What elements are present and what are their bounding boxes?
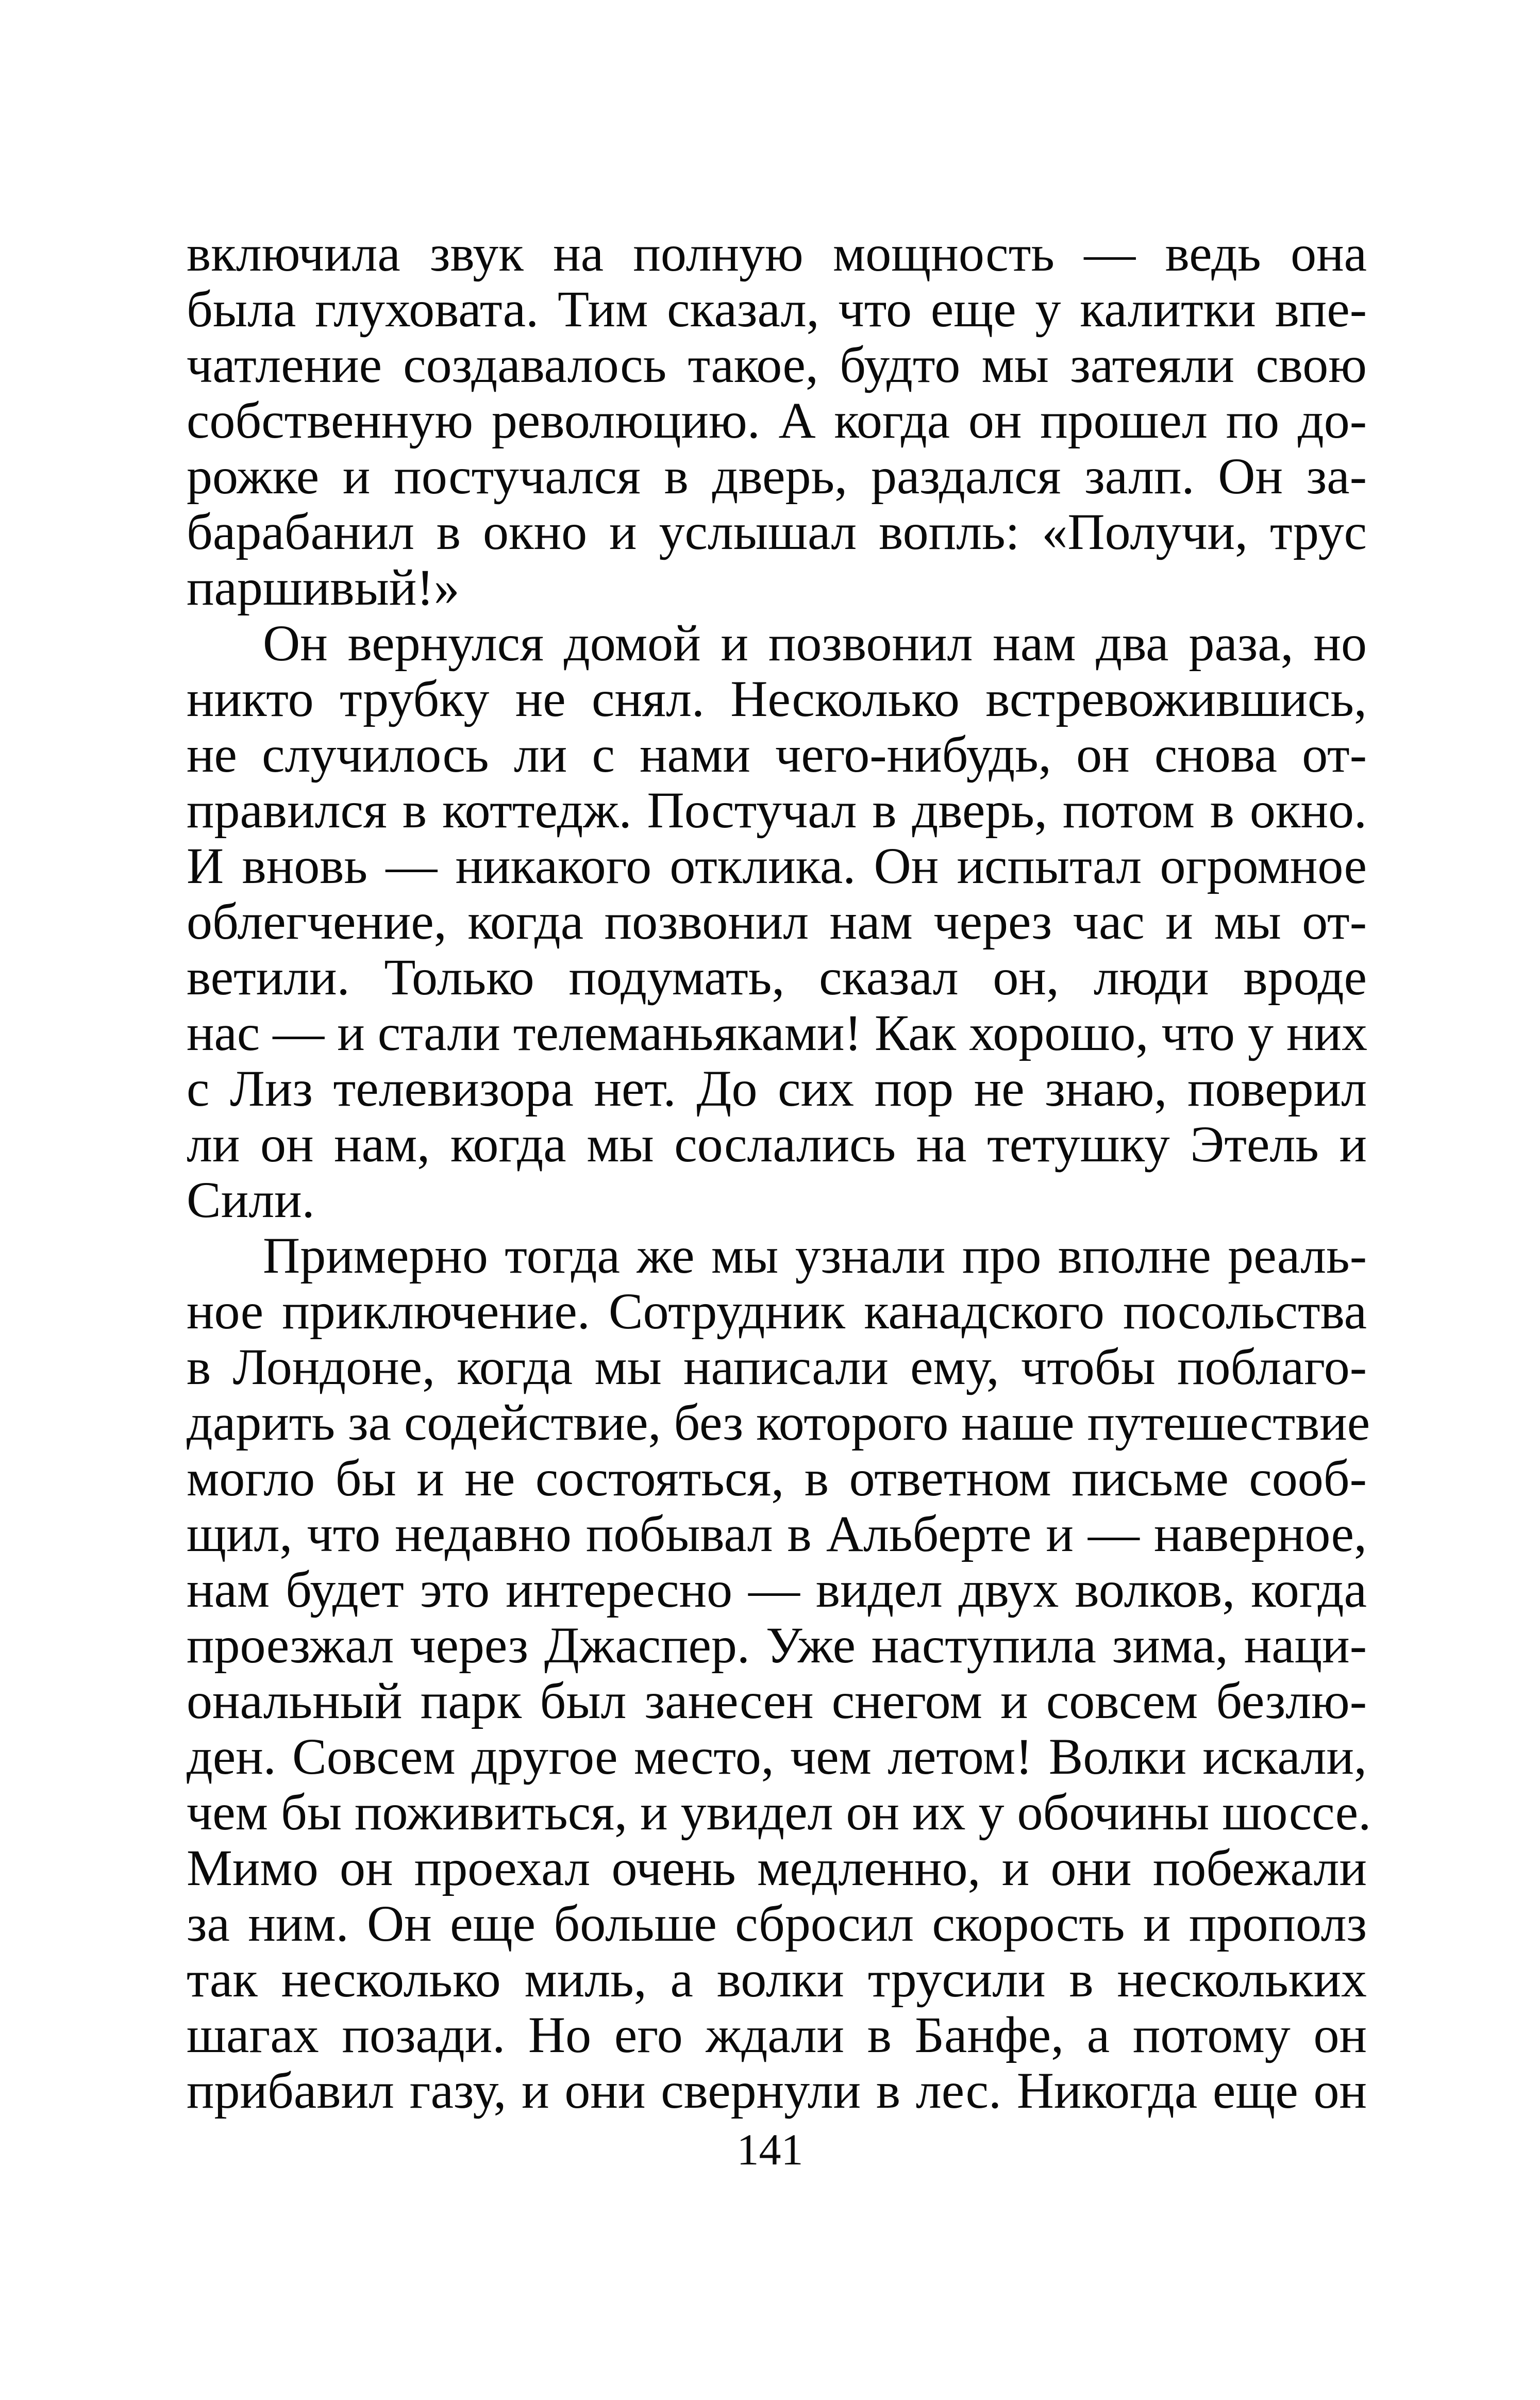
text-line: нас — и стали телеманьяками! Как хорошо, что у них bbox=[187, 1004, 1368, 1061]
text-line: рожке и постучался в дверь, раздался залп. Он за- bbox=[187, 447, 1367, 505]
text-line: проезжал через Джаспер. Уже наступила зима, наци- bbox=[187, 1616, 1367, 1674]
text-line: дарить за содействие, без которого наше путешествие bbox=[187, 1394, 1370, 1451]
text-line: была глуховата. Тим сказал, что еще у калитки впе- bbox=[187, 280, 1367, 338]
text-line: собственную революцию. А когда он прошел по до- bbox=[187, 392, 1367, 449]
text-line: облегчение, когда позвонил нам через час и мы от- bbox=[187, 893, 1367, 950]
text-line: никто трубку не снял. Несколько встревожившись, bbox=[187, 670, 1367, 727]
text-line: ональный парк был занесен снегом и совсем безлю- bbox=[187, 1672, 1367, 1729]
text-line: шагах позади. Но его ждали в Банфе, а потому он bbox=[187, 2006, 1367, 2063]
text-line: так несколько миль, а волки трусили в нескольких bbox=[187, 1951, 1367, 2008]
text-line: в Лондоне, когда мы написали ему, чтобы поблаго- bbox=[187, 1338, 1367, 1395]
text-line: Примерно тогда же мы узнали про вполне реаль- bbox=[263, 1227, 1367, 1284]
text-line: ден. Совсем другое место, чем летом! Волки искали, bbox=[187, 1728, 1367, 1785]
text-line: нам будет это интересно — видел двух волков, когда bbox=[187, 1561, 1367, 1618]
text-line: Мимо он проехал очень медленно, и они побежали bbox=[187, 1839, 1367, 1896]
text-line: ли он нам, когда мы сослались на тетушку Этель и bbox=[187, 1115, 1367, 1173]
text-line: Сили. bbox=[187, 1171, 315, 1228]
text-line: чем бы поживиться, и увидел он их у обочины шоссе. bbox=[187, 1784, 1371, 1841]
page-number: 141 bbox=[736, 2125, 804, 2174]
body-text bbox=[187, 225, 1371, 2119]
text-line: барабанил в окно и услышал вопль: «Получи, трус bbox=[187, 503, 1367, 560]
text-line: прибавил газу, и они свернули в лес. Никогда еще он bbox=[187, 2062, 1367, 2119]
text-line: с Лиз телевизора нет. До сих пор не знаю, поверил bbox=[187, 1060, 1367, 1117]
text-line: за ним. Он еще больше сбросил скорость и прополз bbox=[187, 1895, 1367, 1952]
text-line: ное приключение. Сотрудник канадского посольства bbox=[187, 1282, 1367, 1340]
text-line: ветили. Только подумать, сказал он, люди вроде bbox=[187, 948, 1367, 1006]
text-line: И вновь — никакого отклика. Он испытал огромное bbox=[187, 837, 1367, 894]
text-line: паршивый!» bbox=[187, 559, 460, 616]
text-line: не случилось ли с нами чего-нибудь, он снова от- bbox=[187, 726, 1367, 783]
text-line: правился в коттедж. Постучал в дверь, потом в окно. bbox=[187, 781, 1367, 839]
text-line: могло бы и не состояться, в ответном письме сооб- bbox=[187, 1449, 1367, 1507]
text-line: Он вернулся домой и позвонил нам два раза, но bbox=[263, 614, 1367, 672]
text-line: щил, что недавно побывал в Альберте и — наверное, bbox=[187, 1505, 1367, 1562]
text-line: включила звук на полную мощность — ведь она bbox=[187, 225, 1367, 282]
text-line: чатление создавалось такое, будто мы затеяли свою bbox=[187, 336, 1367, 393]
